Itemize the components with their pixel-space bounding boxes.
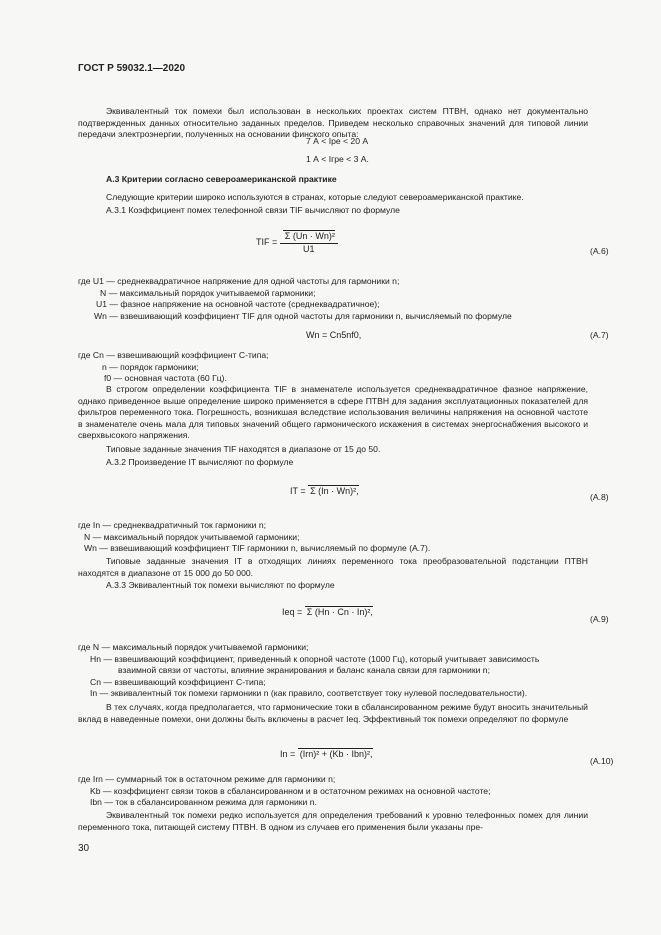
- definitions-a10: [78, 774, 590, 809]
- definition-line: где U1 — среднеквадратичное напряжение для одной частоты для гармоники n;: [78, 276, 400, 286]
- document-header: ГОСТ Р 59032.1—2020: [78, 63, 186, 74]
- page-number: 30: [78, 843, 90, 854]
- definition-line: N — максимальный порядок учитываемой гармоники;: [100, 287, 316, 298]
- paragraph-a31: А.3.1 Коэффициент помех телефонной связи TIF вычисляют по формуле: [106, 205, 400, 215]
- paragraph-tif-typical: Типовые заданные значения TIF находятся в диапазоне от 15 до 50.: [106, 444, 381, 454]
- paragraph-a32: А.3.2 Произведение IT вычисляют по формуле: [106, 457, 294, 467]
- paragraph-criteria: Следующие критерии широко используются в странах, которые следуют североамериканской практике.: [106, 192, 524, 202]
- definition-line: N — максимальный порядок учитываемой гармоники;: [84, 531, 300, 542]
- definition-line: f0 — основная частота (60 Гц).: [104, 373, 227, 384]
- definition-line: n — порядок гармоники;: [102, 361, 199, 372]
- section-heading-a3: А.3 Критерии согласно североамериканской практике: [106, 174, 337, 184]
- equation-number-a10: (А.10): [590, 756, 614, 766]
- equation-number-a8: (А.8): [590, 492, 609, 502]
- definition-line: Cn — взвешивающий коэффициент С-типа;: [90, 676, 266, 687]
- definition-line: где Cn — взвешивающий коэффициент С-типа;: [78, 350, 269, 360]
- definition-line: Wn — взвешивающий коэффициент TIF гармоники n, вычисляемый по формуле (А.7).: [84, 543, 431, 554]
- paragraph-a33: А.3.3 Эквивалентный ток помехи вычисляют по формуле: [106, 580, 335, 590]
- definition-line: Wn — взвешивающий коэффициент TIF для одной частоты для гармоники n, вычисляемый по формуле: [94, 310, 512, 321]
- equation-number-a9: (А.9): [590, 614, 609, 624]
- definition-line: где N — максимальный порядок учитываемой гармоники;: [78, 642, 309, 652]
- paragraph-intro: Эквивалентный ток помехи был использован в нескольких проектах систем ПТВН, однако нет документально подтвержденных данных относительно заданных пределов. Приведем несколько справочных значений для типовой линии передачи электроэнергии, полученных на основании финского опыта:: [78, 106, 588, 140]
- paragraph-equivalent-current: Эквивалентный ток помехи редко используется для определения требований к уровню телефонных помех для линии переменного тока, питающей систему ПТВН. В одном из случаев его применения были указаны пре-: [78, 810, 588, 832]
- equation-number-a6: (А.6): [590, 246, 609, 256]
- definitions-a8: [78, 520, 590, 555]
- equation-a7: Wn = Cn5nf0,: [306, 330, 362, 340]
- definition-line: In — эквивалентный ток помехи гармоники n (как правило, соответствует току нулевой последовательности).: [90, 688, 528, 699]
- definitions-a9: [78, 642, 590, 700]
- definitions-a7: [78, 350, 590, 385]
- range-formula-2: 1 А < Iгре < 3 А.: [306, 154, 369, 164]
- paragraph-it-typical: Типовые заданные значения IT в отходящих линиях переменного тока преобразовательной подстанции ПТВН находятся в диапазоне от 15 000 до 50 000.: [78, 556, 588, 578]
- definition-line: где Irn — суммарный ток в остаточном режиме для гармоники n;: [78, 774, 336, 784]
- definition-line: где In — среднеквадратичный ток гармоники n;: [78, 520, 267, 530]
- definition-line: Hn — взвешивающий коэффициент, приведенный к опорной частоте (1000 Гц), который учитывает зависимость: [90, 653, 540, 664]
- paragraph-tif-definition: В строгом определении коэффициента TIF в знаменателе используется среднеквадратичное фазное напряжение, однако приведенное выше определение широко применяется в сфере ПТВН для задания эксплуатационных показателей для фильтров переменного тока. Погрешность, возникшая вследствие использования величины напряжения на основной частоте в знаменателе очень мала для типовых значений общего гармонического искажения в системах энергоснабжения высокого и сверхвысокого напряжения.: [78, 384, 588, 441]
- definitions-a6: [78, 276, 590, 322]
- equation-a6: TIF = $\frac{\text{Σ (Un · Wn)²}}{U1}$: [256, 230, 338, 255]
- definition-line: Kb — коэффициент связи токов в сбалансированном и в остаточном режимах на основной частоте;: [90, 785, 491, 796]
- equation-a9: Ieq = Σ (Hn · Cn · In)²,: [282, 607, 373, 617]
- equation-number-a7: (А.7): [590, 330, 609, 340]
- definition-line: Ibn — ток в сбалансированном режима для гармоники n.: [90, 797, 317, 808]
- paragraph-balanced-mode: В тех случаях, когда предполагается, что гармонические токи в сбалансированном режиме будут вносить значительный вклад в наведенные помехи, они должны быть включены в расчет Ieq. Эффективный ток помехи определяют по формуле: [78, 702, 588, 724]
- definition-line: взаимной связи от частоты, влияние экранирования и баланс канала связи для гармоники n;: [118, 665, 490, 676]
- range-formula-1: 7 А < Iре < 20 А: [306, 136, 369, 146]
- equation-a8: IT = Σ (In · Wn)²,: [290, 486, 359, 496]
- equation-a10: In = (Irn)² + (Kb · Ibn)²,: [280, 749, 373, 759]
- definition-line: U1 — фазное напряжение на основной частоте (среднеквадратичное);: [96, 299, 380, 310]
